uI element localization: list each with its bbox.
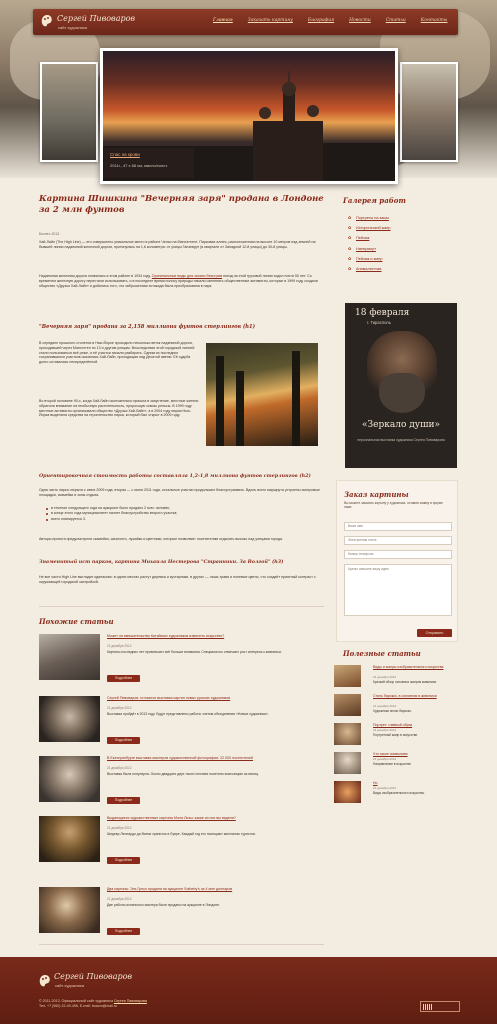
- slider-caption-detail: 2011г., 47 х 68 см, масло/холст.: [110, 163, 168, 168]
- gallery-list: [348, 213, 390, 274]
- divider: [39, 606, 324, 607]
- article-title: Картина Шишкина "Вечерняя заря" продана в Лондоне за 2 млн фунтов: [39, 194, 324, 215]
- bullet-item: в течение следующего года на аукционе было продано 2 млн. человек;: [46, 506, 321, 511]
- similar-article-date: 21 декабря 2012: [107, 766, 132, 770]
- useful-article-link[interactable]: Виды и жанры изобразительного искусства: [373, 665, 444, 669]
- useful-article-date: 21 декабря 2012: [373, 704, 397, 708]
- similar-article-2: [39, 696, 324, 754]
- painting-evening-glow: [206, 343, 318, 446]
- copyright-text: © 2011-2013. Официальный сайт художника: [39, 999, 113, 1003]
- similar-article-excerpt: Шедевр Леонардо да Винчи хранится в Лувре. Каждый год его посещают миллионы туристов.: [107, 832, 256, 836]
- similar-article-image[interactable]: [39, 756, 100, 802]
- tree-silhouette: [236, 371, 244, 446]
- nav-order[interactable]: Заказать картину: [247, 18, 293, 23]
- order-form-description: Вы можете заказать картину у художника, оставив заявку в форме ниже.: [344, 501, 443, 510]
- useful-article-image[interactable]: [334, 665, 361, 687]
- gallery-item-portraits[interactable]: ✿ Портреты на заказ: [348, 213, 390, 223]
- submit-button[interactable]: Отправить: [417, 629, 452, 637]
- similar-article-link[interactable]: В Екатеринбурге выставка мастеров художественной фотографии: 22 000 посетителей: [107, 756, 253, 760]
- logo-tagline: сайт художника: [58, 25, 87, 30]
- similar-article-excerpt: Две работы испанского мастера были проданы на аукционе в Лондоне.: [107, 903, 220, 907]
- more-button[interactable]: Подробнее: [107, 675, 140, 682]
- article-paragraph-4: Во второй половине 90-х, когда Хай-Лайн окончательно пришла в запустение, местные жители обратили внимание на необычную растительность, проросшую сквозь рельсы. В 1999 году местные активисты организовали общество «Друзья Хай-Лайн», а в 2004 году мэрия Нью-Йорка выделила средства на строительство парка, который был открыт в 2009 году.: [39, 399, 199, 418]
- slider-thumb-2[interactable]: [400, 62, 458, 162]
- similar-articles-title: Похожие статьи: [39, 617, 114, 626]
- footer-copyright: [39, 999, 147, 1009]
- useful-article-excerpt: Виды изобразительного искусства.: [373, 791, 425, 795]
- article-paragraph-7: Не все части High Line выглядят одинаково: в одних местах растут деревья и кустарники, в других — лишь трава и полевые цветы, что создаёт приятный контраст с окружающей городской застройкой.: [39, 575, 316, 584]
- article-paragraph-2: [39, 274, 324, 288]
- similar-article-excerpt: Выставка была популярна. Около двадцати двух тысяч человек посетили экспозицию за месяц.: [107, 772, 259, 776]
- useful-article-image[interactable]: [334, 694, 361, 716]
- similar-article-image[interactable]: [39, 887, 100, 933]
- footer-logo-name: Сергей Пивоваров: [54, 972, 133, 981]
- email-field[interactable]: Электронная почта: [344, 536, 452, 545]
- gallery-item-landscape-genre[interactable]: ✿ Пейзаж и жанр: [348, 254, 390, 264]
- useful-article-2: [334, 694, 458, 722]
- nav-home[interactable]: Главная: [213, 18, 233, 23]
- similar-article-date: 21 декабря 2012: [107, 826, 132, 830]
- gallery-title: Галерея работ: [343, 196, 406, 205]
- article-meta: Бизнес 2013: [39, 232, 60, 236]
- useful-article-date: 21 декабря 2012: [373, 786, 397, 790]
- slider-thumb-1[interactable]: [40, 62, 98, 162]
- palette-icon: [41, 14, 53, 28]
- useful-articles-title: Полезные статьи: [343, 649, 421, 658]
- useful-article-date: 21 декабря 2012: [373, 675, 397, 679]
- similar-article-link[interactable]: Сергей Пивоваров: готовится выставка картин новых русских художников: [107, 696, 231, 700]
- paragraph-2-link[interactable]: Оригинальные виды для записи бекстрим: [151, 274, 223, 278]
- footer-logo-tagline: сайт художника: [55, 983, 84, 988]
- article-bullets: [46, 506, 321, 522]
- poster-date: 18 февраля: [355, 308, 410, 318]
- useful-article-date: 21 декабря 2012: [373, 757, 397, 761]
- similar-article-date: 21 декабря 2012: [107, 706, 132, 710]
- similar-article-3: [39, 756, 324, 814]
- subheading-2: Ориентировочная стоимость работы составляла 1,2-1,8 миллиона фунтов стерлингов (h2): [39, 473, 311, 479]
- similar-article-link[interactable]: Может ли вмешательство Китайских художников изменить искусство?: [107, 634, 225, 638]
- article-paragraph-6: Авторы проекта предусмотрели скамейки, шезлонги, лужайки и цветники, которые позволяют посетителям отдыхать высоко над улицами города.: [39, 537, 283, 541]
- poster-title: «Зеркало души»: [362, 420, 440, 430]
- useful-article-link[interactable]: Портрет: главный образ: [373, 723, 413, 727]
- tree-silhouette: [216, 356, 224, 446]
- slider-caption-title[interactable]: Спас на крови: [110, 152, 140, 157]
- name-field[interactable]: Ваше имя: [344, 522, 452, 531]
- palette-icon: [39, 974, 51, 988]
- paragraph-2-text: Надземная железная дорога появилась в этом районе в 1934 году.: [39, 274, 151, 278]
- gallery-item-historical[interactable]: ✿ Исторический жанр: [348, 223, 390, 233]
- slider-caption: [104, 148, 194, 178]
- tree-silhouette: [292, 351, 300, 446]
- useful-article-image[interactable]: [334, 752, 361, 774]
- footer-contact: Тел. +7 (960) 22-49-496, E-mail: bsacm@mail.ru: [39, 1004, 118, 1008]
- order-form: [336, 480, 458, 642]
- similar-article-1: [39, 634, 324, 692]
- similar-article-image[interactable]: [39, 816, 100, 862]
- gallery-item-landscape[interactable]: ✿ Пейзаж: [348, 233, 390, 243]
- useful-article-excerpt: Художники эпохи барокко.: [373, 709, 412, 713]
- developer-badge[interactable]: [420, 1001, 460, 1012]
- useful-article-excerpt: Направление в искусстве.: [373, 762, 412, 766]
- similar-article-link[interactable]: Выдающиеся художественные картины Мона Лизы: какие из них вы видели?: [107, 816, 236, 820]
- similar-article-date: 21 декабря 2012: [107, 897, 132, 901]
- site-footer: [0, 957, 497, 1024]
- more-button[interactable]: Подробнее: [107, 857, 140, 864]
- similar-article-image[interactable]: [39, 696, 100, 742]
- useful-article-4: [334, 752, 458, 780]
- similar-article-date: 21 декабря 2012: [107, 644, 132, 648]
- useful-article-date: 21 декабря 2012: [373, 728, 397, 732]
- similar-article-5: [39, 887, 324, 945]
- more-button[interactable]: Подробнее: [107, 928, 140, 935]
- logo-name: Сергей Пивоваров: [57, 14, 136, 23]
- useful-article-excerpt: Портретный жанр в искусстве.: [373, 733, 419, 737]
- article-paragraph-3: В середине прошлого столетия в Нью-Йорке проходило несколько веток надземной дороги, проходившей через Манхэттен по 13 и другим улицам. Впоследствии этой городской линией стали пользоваться всё реже, и её участки начали разбирать. Одним из последних сохранившихся участков оказалась Хай-Лайн, проходящая над Десятой авеню. Её судьба долго оставалась неопределённой.: [39, 341, 195, 365]
- useful-article-1: [334, 665, 458, 693]
- main-nav: [213, 18, 462, 28]
- useful-article-image[interactable]: [334, 723, 361, 745]
- more-button[interactable]: Подробнее: [107, 737, 140, 744]
- poster-city: г. Тирасполь: [367, 320, 391, 325]
- divider: [39, 944, 324, 945]
- nav-news[interactable]: Новости: [349, 18, 371, 23]
- site-header: [33, 9, 458, 35]
- nav-articles[interactable]: Статьи: [385, 18, 406, 23]
- gallery-item-animal[interactable]: ✿ Анималистика: [348, 264, 390, 274]
- useful-article-link[interactable]: Что такое символизм: [373, 752, 408, 756]
- barcode-icon: [423, 1004, 433, 1010]
- message-field[interactable]: Кратко опишите вашу идею: [344, 564, 452, 616]
- similar-article-4: [39, 816, 324, 874]
- useful-article-image[interactable]: [334, 781, 361, 803]
- bullet-item: всего планируется 3.: [46, 517, 321, 522]
- paragraph-2-text-end: поезд на этой грузовой линии ходил почти 50 лет. Со временем железную дорогу перестали использовать, и в последнее время полосу природы начали озеленять общественные активисты, которые в 1999 году создали общество «Друзья Хай-Лайн» и добились того, что заброшенная эстакада была преобразована в парк.: [39, 274, 318, 288]
- bullet-item: в конце этого года муниципалитет начнет благоустройство второго участка;: [46, 511, 321, 516]
- article-paragraph-1: Хай-Лайн (The High Line) — это совершенно уникальное место в районе Челси на Манхэттене. Парковая аллея, расположенная на высоте 10 метров над землей на бывшей линии надземной железной дороги, протянулась на 1,6 километра: от улицы Ганзевурт (в квартале от Западной 12-й улицы) до 30-й улицы.: [39, 240, 316, 249]
- phone-field[interactable]: Номер телефона: [344, 550, 452, 559]
- similar-article-excerpt: Выставка пройдёт в 2013 году. Будут представлены работы членов объединения «Новые художники».: [107, 712, 269, 716]
- article-paragraph-5: Одна часть парка открыта с июня 2009 года, вторая — с июня 2011 года, остальные участки продолжают благоустраивать. Вдоль всего маршрута устроены смотровые площадки, скамейки и зоны отдыха.: [39, 488, 320, 497]
- useful-article-3: [334, 723, 458, 751]
- useful-article-5: [334, 781, 458, 809]
- gallery-item-still-life[interactable]: ✿ Натюрморт: [348, 244, 390, 254]
- copyright-link[interactable]: Сергея Пивоварова: [113, 999, 147, 1003]
- site-logo[interactable]: [41, 13, 141, 33]
- poster-subtitle: персональная выставка художника Сергея Пивоварова: [357, 438, 445, 442]
- similar-article-image[interactable]: [39, 634, 100, 680]
- subheading-1: "Вечерняя заря" продана за 2,158 миллиона фунтов стерлингов (h1): [39, 324, 256, 330]
- more-button[interactable]: Подробнее: [107, 797, 140, 804]
- useful-article-link[interactable]: Но: [373, 781, 378, 785]
- exhibition-poster[interactable]: [345, 303, 457, 468]
- nav-contacts[interactable]: Контакты: [420, 18, 448, 23]
- useful-article-excerpt: Краткий обзор основных жанров живописи.: [373, 680, 438, 684]
- subheading-3: Знаменитый ист парков, картина Михаила Нестерова "Странники. За Волгой" (h3): [39, 559, 284, 565]
- nav-biography[interactable]: Биография: [307, 18, 335, 23]
- similar-article-excerpt: Картины последних лет привлекают всё больше внимания. Специалисты отмечают рост интереса к живописи.: [107, 650, 282, 654]
- useful-article-link[interactable]: Стиль барокко, в основном в живописи: [373, 694, 437, 698]
- similar-article-link[interactable]: Два картины: Эль Греко продана на аукционе Sotheby's за 4 млн долларов: [107, 887, 233, 891]
- artist-portrait-beard: [379, 373, 425, 413]
- order-form-title: Заказ картины: [344, 490, 409, 499]
